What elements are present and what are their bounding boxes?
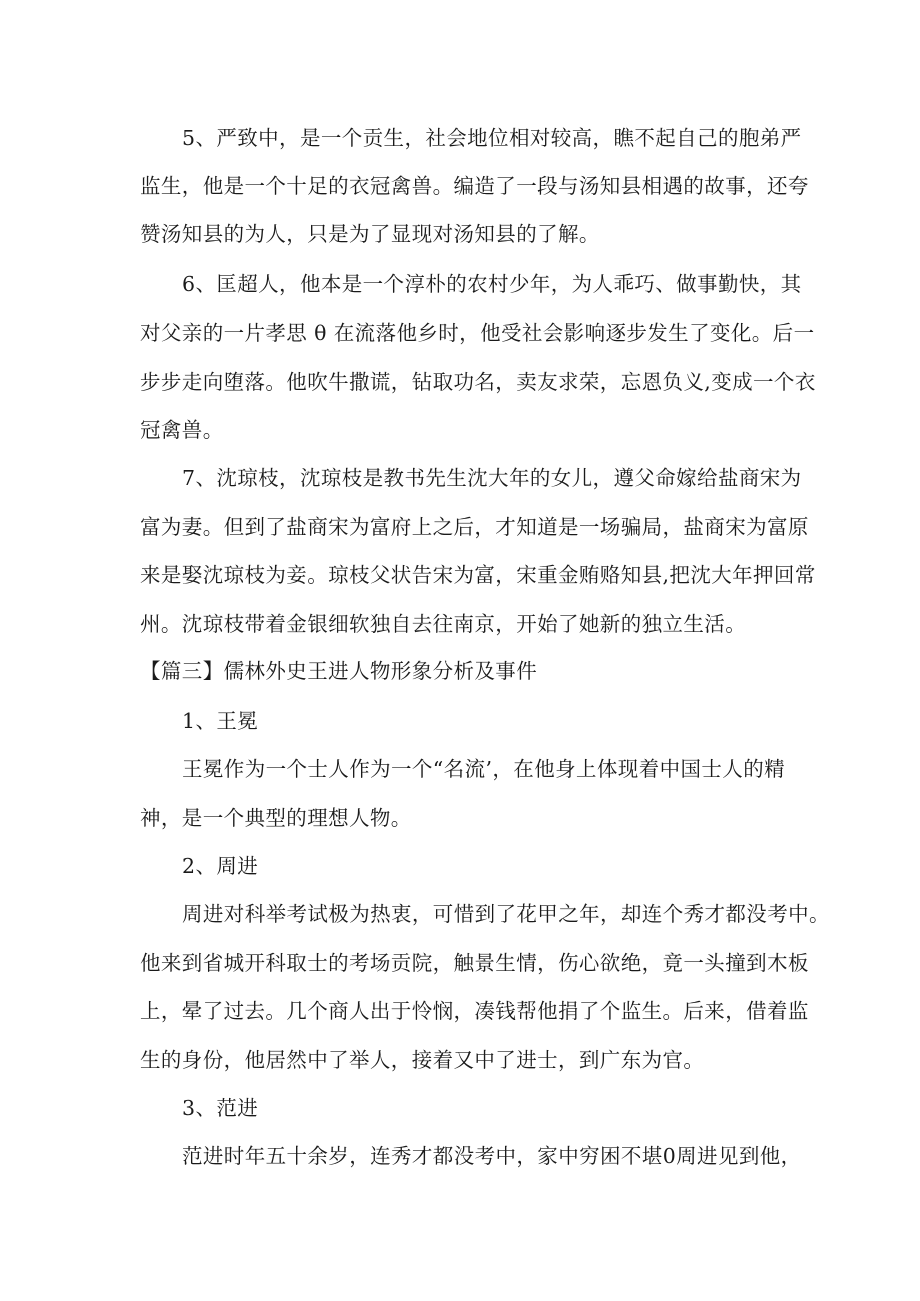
- section-heading: 【篇三】儒林外史王进人物形象分析及事件: [140, 659, 538, 683]
- item-2-title: 2、周进: [182, 854, 259, 878]
- item-2-line-3: 上，晕了过去。几个商人出于怜悯，凑钱帮他捐了个监生。后来，借着监: [140, 999, 809, 1023]
- paragraph-5-line-3: 赞汤知县的为人，只是为了显现对汤知县的了解。: [140, 222, 600, 246]
- paragraph-6-line-2: 对父亲的一片孝思 θ 在流落他乡时，他受社会影响逐步发生了变化。后一: [140, 321, 815, 345]
- item-2-line-4: 生的身份，他居然中了举人，接着又中了进士，到广东为官。: [140, 1048, 705, 1072]
- paragraph-6-line-4: 冠禽兽。: [140, 418, 224, 442]
- paragraph-5-line-1: 5、严致中，是一个贡生，社会地位相对较高，瞧不起自己的胞弟严: [182, 126, 802, 150]
- paragraph-6-line-3: 步步走向堕落。他吹牛撒谎，钻取功名，卖友求荣，忘恩负义,变成一个衣: [140, 370, 816, 394]
- paragraph-5-line-2: 监生，他是一个十足的衣冠禽兽。编造了一段与汤知县相遇的故事，还夸: [140, 174, 809, 198]
- item-1-line-2: 神，是一个典型的理想人物。: [140, 806, 412, 830]
- paragraph-7-line-2: 富为妻。但到了盐商宋为富府上之后，才知道是一场骗局，盐商宋为富原: [140, 515, 809, 539]
- item-1-title: 1、王冕: [182, 709, 259, 733]
- item-3-line-1: 范进时年五十余岁，连秀才都没考中，家中穷困不堪0周进见到他，: [182, 1144, 802, 1168]
- item-2-line-1: 周进对科举考试极为热衷，可惜到了花甲之年，却连个秀才都没考中。: [182, 902, 830, 926]
- paragraph-6-line-1: 6、匡超人，他本是一个淳朴的农村少年，为人乖巧、做事勤快，其: [182, 272, 802, 296]
- paragraph-7-line-3: 来是娶沈琼枝为妾。琼枝父状告宋为富，宋重金贿赂知县,把沈大年押回常: [140, 563, 816, 587]
- paragraph-7-line-4: 州。沈琼枝带着金银细软独自去往南京，开始了她新的独立生活。: [140, 612, 747, 636]
- paragraph-7-line-1: 7、沈琼枝，沈琼枝是教书先生沈大年的女儿，遵父命嫁给盐商宋为: [182, 466, 802, 490]
- item-3-title: 3、范进: [182, 1096, 259, 1120]
- item-2-line-2: 他来到省城开科取士的考场贡院，触景生情，伤心欲绝，竟一头撞到木板: [140, 951, 809, 975]
- item-1-line-1: 王冕作为一个士人作为一个“名流’，在他身上体现着中国士人的精: [182, 757, 785, 781]
